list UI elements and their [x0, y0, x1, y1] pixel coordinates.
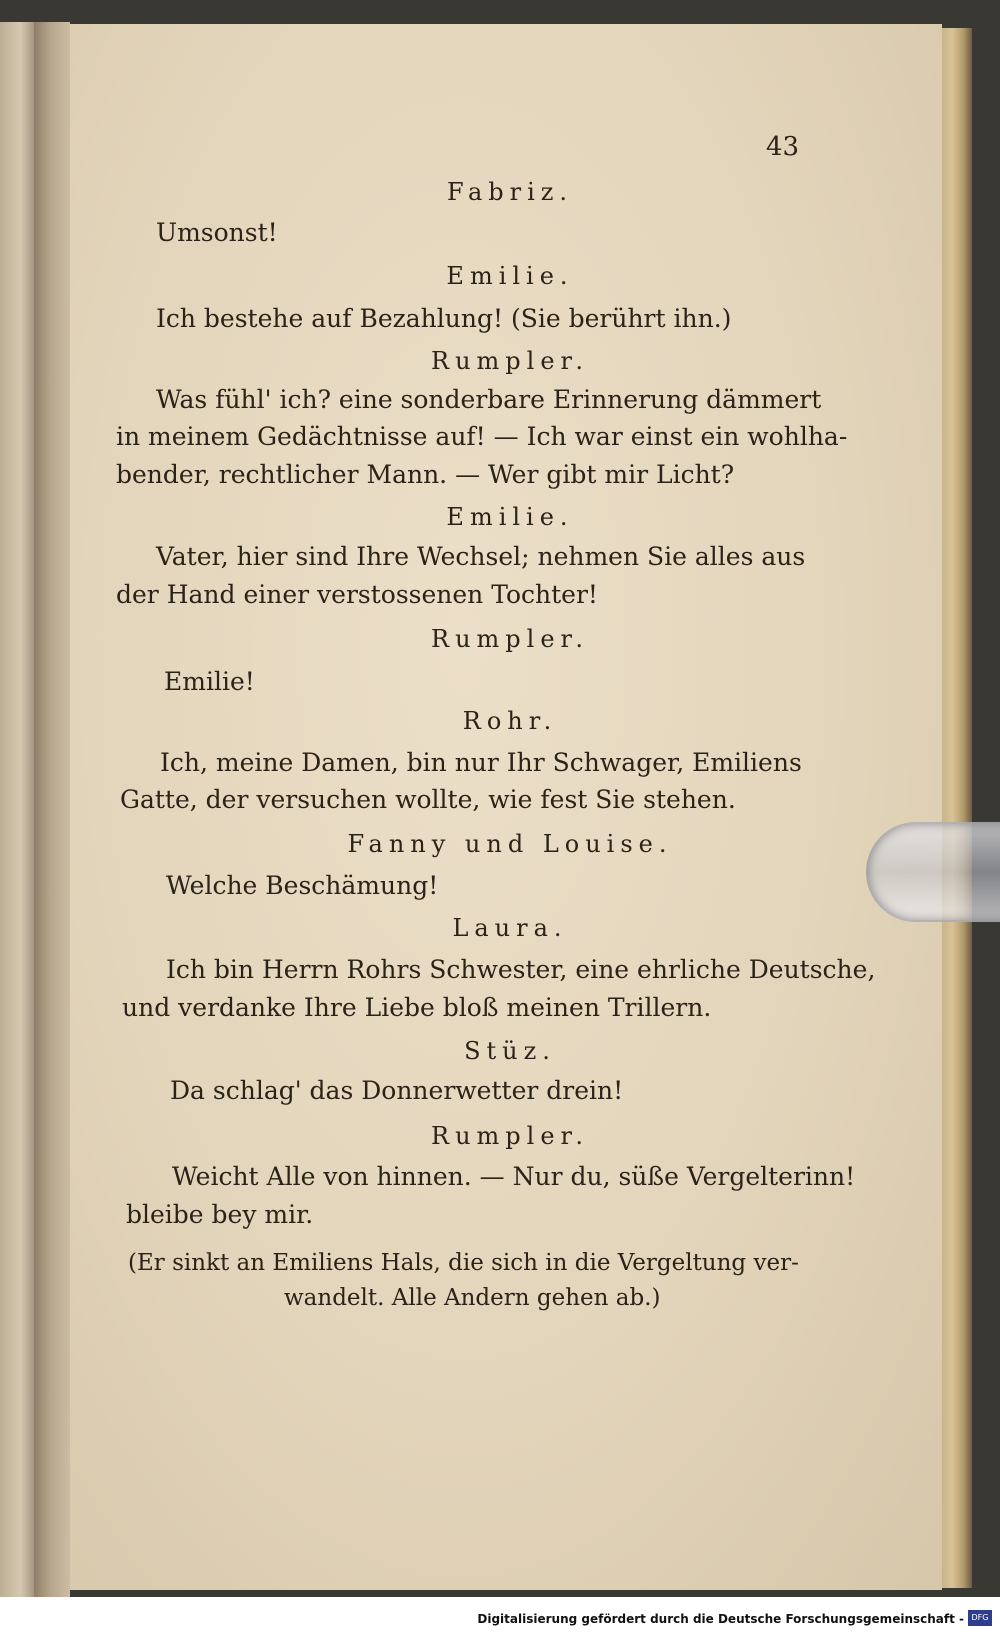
speaker-name: Rumpler.	[431, 347, 589, 375]
dialogue-line: Ich, meine Damen, bin nur Ihr Schwager, Emiliens	[160, 748, 802, 777]
speaker-name: Laura.	[452, 914, 568, 942]
speaker-name: Emilie.	[446, 503, 574, 531]
dialogue-line: und verdanke Ihre Liebe bloß meinen Trillern.	[122, 993, 712, 1022]
page-number: 43	[766, 132, 800, 162]
dialogue-line: Was fühl' ich? eine sonderbare Erinnerung dämmert	[156, 385, 822, 414]
dfg-logo: DFG	[968, 1610, 992, 1626]
dialogue-line: der Hand einer verstossenen Tochter!	[116, 580, 598, 609]
stage-direction: (Er sinkt an Emiliens Hals, die sich in die Vergeltung ver-	[128, 1250, 799, 1276]
dialogue-line: Ich bin Herrn Rohrs Schwester, eine ehrliche Deutsche,	[166, 955, 876, 984]
dialogue-line: Da schlag' das Donnerwetter drein!	[170, 1076, 624, 1105]
speaker-name: Rohr.	[462, 707, 558, 735]
speaker-name: Fanny und Louise.	[347, 830, 673, 858]
dialogue-line: Ich bestehe auf Bezahlung! (Sie berührt ihn.)	[156, 304, 732, 333]
digitization-credit: Digitalisierung gefördert durch die Deutsche Forschungsgemeinschaft -	[477, 1612, 964, 1626]
stage-direction: wandelt. Alle Andern gehen ab.)	[284, 1285, 661, 1311]
speaker-name: Stüz.	[464, 1037, 556, 1065]
dialogue-line: Umsonst!	[156, 218, 278, 247]
speaker-name: Emilie.	[446, 262, 574, 290]
dialogue-line: Weicht Alle von hinnen. — Nur du, süße Vergelterinn!	[172, 1162, 856, 1191]
speaker-name: Fabriz.	[446, 178, 574, 206]
dialogue-line: Welche Beschämung!	[166, 871, 439, 900]
speaker-name: Rumpler.	[431, 625, 589, 653]
dialogue-line: in meinem Gedächtnisse auf! — Ich war einst ein wohlha-	[116, 422, 848, 451]
dialogue-line: bender, rechtlicher Mann. — Wer gibt mir Licht?	[116, 460, 735, 489]
dialogue-line: Vater, hier sind Ihre Wechsel; nehmen Sie alles aus	[156, 542, 806, 571]
speaker-name: Rumpler.	[431, 1122, 589, 1150]
dialogue-line: bleibe bey mir.	[126, 1200, 314, 1229]
page-clip	[866, 822, 1000, 922]
dialogue-line: Emilie!	[164, 667, 255, 696]
dialogue-line: Gatte, der versuchen wollte, wie fest Sie stehen.	[120, 785, 736, 814]
